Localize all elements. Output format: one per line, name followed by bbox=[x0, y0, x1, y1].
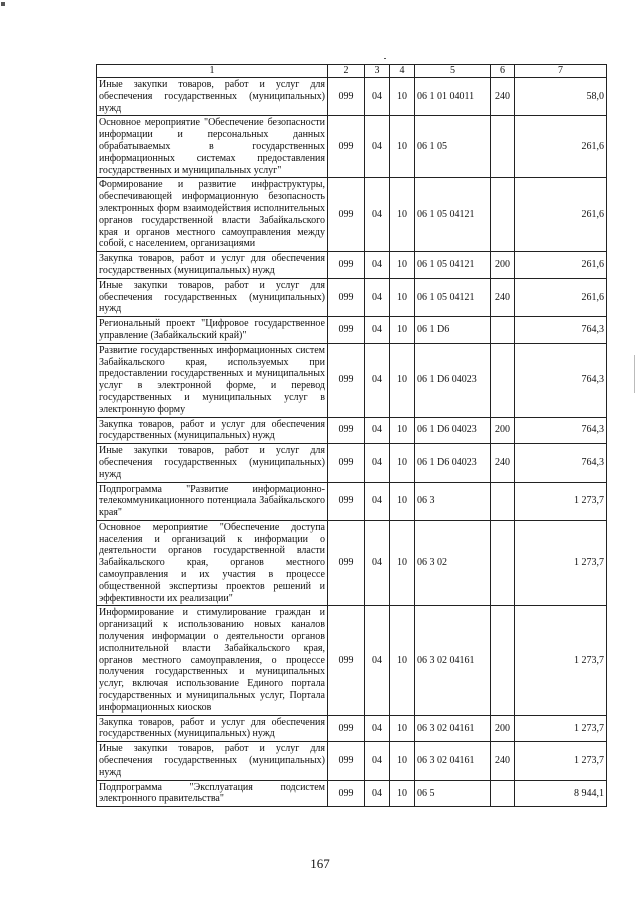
subsection-cell: 10 bbox=[390, 715, 415, 742]
admin-code-cell: 099 bbox=[328, 606, 365, 715]
table-row bbox=[97, 417, 607, 444]
amount-cell: 764,3 bbox=[515, 343, 607, 417]
column-header: 2 bbox=[328, 65, 365, 78]
subsection-cell: 10 bbox=[390, 343, 415, 417]
expense-type-cell: 240 bbox=[491, 444, 515, 482]
subsection-cell: 10 bbox=[390, 417, 415, 444]
table-row bbox=[97, 278, 607, 316]
item-name-cell: Подпрограмма "Развитие информационно-телекоммуникационного потенциала Забайкальского края" bbox=[97, 482, 328, 520]
amount-cell: 261,6 bbox=[515, 178, 607, 252]
section-cell: 04 bbox=[365, 116, 390, 178]
item-name-cell: Подпрограмма "Эксплуатация подсистем электронного правительства" bbox=[97, 780, 328, 807]
subsection-cell: 10 bbox=[390, 482, 415, 520]
table-row bbox=[97, 742, 607, 780]
table-row bbox=[97, 606, 607, 715]
admin-code-cell: 099 bbox=[328, 278, 365, 316]
target-article-cell: 06 1 01 04011 bbox=[415, 78, 491, 116]
item-name-cell: Региональный проект "Цифровое государственное управление (Забайкальский край)" bbox=[97, 317, 328, 344]
amount-cell: 1 273,7 bbox=[515, 482, 607, 520]
target-article-cell: 06 3 bbox=[415, 482, 491, 520]
expense-type-cell: 240 bbox=[491, 742, 515, 780]
column-header: 4 bbox=[390, 65, 415, 78]
section-cell: 04 bbox=[365, 317, 390, 344]
target-article-cell: 06 3 02 bbox=[415, 520, 491, 606]
admin-code-cell: 099 bbox=[328, 444, 365, 482]
target-article-cell: 06 1 D6 04023 bbox=[415, 343, 491, 417]
section-cell: 04 bbox=[365, 780, 390, 807]
item-name-cell: Основное мероприятие "Обеспечение безопасности информации и персональных данных обрабатываемых в государственных информационных системах предоставления государственных и муниципальных услуг" bbox=[97, 116, 328, 178]
target-article-cell: 06 1 05 04121 bbox=[415, 278, 491, 316]
target-article-cell: 06 1 D6 04023 bbox=[415, 417, 491, 444]
subsection-cell: 10 bbox=[390, 78, 415, 116]
expense-type-cell: 240 bbox=[491, 278, 515, 316]
subsection-cell: 10 bbox=[390, 116, 415, 178]
admin-code-cell: 099 bbox=[328, 520, 365, 606]
subsection-cell: 10 bbox=[390, 317, 415, 344]
scan-speck bbox=[384, 58, 386, 59]
subsection-cell: 10 bbox=[390, 606, 415, 715]
item-name-cell: Закупка товаров, работ и услуг для обеспечения государственных (муниципальных) нужд bbox=[97, 252, 328, 279]
target-article-cell: 06 3 02 04161 bbox=[415, 715, 491, 742]
table-row bbox=[97, 715, 607, 742]
section-cell: 04 bbox=[365, 417, 390, 444]
target-article-cell: 06 3 02 04161 bbox=[415, 742, 491, 780]
target-article-cell: 06 1 D6 04023 bbox=[415, 444, 491, 482]
expense-type-cell bbox=[491, 606, 515, 715]
admin-code-cell: 099 bbox=[328, 178, 365, 252]
table-row bbox=[97, 116, 607, 178]
subsection-cell: 10 bbox=[390, 780, 415, 807]
table-row bbox=[97, 317, 607, 344]
subsection-cell: 10 bbox=[390, 178, 415, 252]
target-article-cell: 06 3 02 04161 bbox=[415, 606, 491, 715]
expense-type-cell bbox=[491, 343, 515, 417]
section-cell: 04 bbox=[365, 520, 390, 606]
amount-cell: 1 273,7 bbox=[515, 606, 607, 715]
amount-cell: 764,3 bbox=[515, 317, 607, 344]
admin-code-cell: 099 bbox=[328, 482, 365, 520]
amount-cell: 58,0 bbox=[515, 78, 607, 116]
section-cell: 04 bbox=[365, 444, 390, 482]
amount-cell: 261,6 bbox=[515, 116, 607, 178]
table-row bbox=[97, 78, 607, 116]
column-header: 3 bbox=[365, 65, 390, 78]
subsection-cell: 10 bbox=[390, 520, 415, 606]
amount-cell: 1 273,7 bbox=[515, 742, 607, 780]
admin-code-cell: 099 bbox=[328, 252, 365, 279]
expense-type-cell: 200 bbox=[491, 715, 515, 742]
subsection-cell: 10 bbox=[390, 742, 415, 780]
amount-cell: 261,6 bbox=[515, 252, 607, 279]
table-row bbox=[97, 520, 607, 606]
column-header: 7 bbox=[515, 65, 607, 78]
scan-speck bbox=[1, 2, 5, 6]
target-article-cell: 06 1 05 04121 bbox=[415, 252, 491, 279]
admin-code-cell: 099 bbox=[328, 116, 365, 178]
table-row bbox=[97, 444, 607, 482]
target-article-cell: 06 1 D6 bbox=[415, 317, 491, 344]
item-name-cell: Основное мероприятие "Обеспечение доступа населения и организаций к информации о деятельности органов государственной власти Забайкальского края, органов местного самоуправления и их участия в процессе общественной экспертизы проектов решений и эффективности их реализации" bbox=[97, 520, 328, 606]
column-header: 5 bbox=[415, 65, 491, 78]
admin-code-cell: 099 bbox=[328, 780, 365, 807]
target-article-cell: 06 5 bbox=[415, 780, 491, 807]
amount-cell: 261,6 bbox=[515, 278, 607, 316]
subsection-cell: 10 bbox=[390, 444, 415, 482]
amount-cell: 764,3 bbox=[515, 444, 607, 482]
page-number: 167 bbox=[310, 856, 330, 871]
section-cell: 04 bbox=[365, 715, 390, 742]
item-name-cell: Информирование и стимулирование граждан и организаций к использованию новых каналов получения информации о деятельности органов исполнительной власти Забайкальского края, органов местного самоуправления, о процессе получения государственных и муниципальных услуг, включая использование Единого портала государственных и муниципальных услуг, Портала информационных киосков bbox=[97, 606, 328, 715]
admin-code-cell: 099 bbox=[328, 417, 365, 444]
item-name-cell: Закупка товаров, работ и услуг для обеспечения государственных (муниципальных) нужд bbox=[97, 715, 328, 742]
expense-type-cell bbox=[491, 520, 515, 606]
section-cell: 04 bbox=[365, 178, 390, 252]
item-name-cell: Формирование и развитие инфраструктуры, обеспечивающей информационную безопасность электронных форм взаимодействия исполнительных органов государственной власти Забайкальского края и органов местного самоуправления между собой, с населением, организациями bbox=[97, 178, 328, 252]
section-cell: 04 bbox=[365, 742, 390, 780]
expense-type-cell bbox=[491, 116, 515, 178]
target-article-cell: 06 1 05 04121 bbox=[415, 178, 491, 252]
subsection-cell: 10 bbox=[390, 252, 415, 279]
expense-type-cell bbox=[491, 178, 515, 252]
target-article-cell: 06 1 05 bbox=[415, 116, 491, 178]
admin-code-cell: 099 bbox=[328, 317, 365, 344]
item-name-cell: Иные закупки товаров, работ и услуг для обеспечения государственных (муниципальных) нужд bbox=[97, 742, 328, 780]
item-name-cell: Иные закупки товаров, работ и услуг для обеспечения государственных (муниципальных) нужд bbox=[97, 78, 328, 116]
column-header: 1 bbox=[97, 65, 328, 78]
section-cell: 04 bbox=[365, 343, 390, 417]
expense-type-cell bbox=[491, 780, 515, 807]
expense-type-cell: 200 bbox=[491, 417, 515, 444]
table-row bbox=[97, 780, 607, 807]
expense-type-cell: 200 bbox=[491, 252, 515, 279]
table-row bbox=[97, 252, 607, 279]
budget-table bbox=[96, 64, 607, 807]
table-row bbox=[97, 178, 607, 252]
section-cell: 04 bbox=[365, 606, 390, 715]
subsection-cell: 10 bbox=[390, 278, 415, 316]
admin-code-cell: 099 bbox=[328, 343, 365, 417]
expense-type-cell bbox=[491, 482, 515, 520]
column-header: 6 bbox=[491, 65, 515, 78]
admin-code-cell: 099 bbox=[328, 715, 365, 742]
section-cell: 04 bbox=[365, 278, 390, 316]
item-name-cell: Иные закупки товаров, работ и услуг для обеспечения государственных (муниципальных) нужд bbox=[97, 444, 328, 482]
expense-type-cell bbox=[491, 317, 515, 344]
section-cell: 04 bbox=[365, 482, 390, 520]
amount-cell: 1 273,7 bbox=[515, 715, 607, 742]
section-cell: 04 bbox=[365, 78, 390, 116]
item-name-cell: Развитие государственных информационных систем Забайкальского края, используемых при предоставлении государственных и муниципальных услуг в электронной форме, и перевод государственных и муниципальных услуг в электронную форму bbox=[97, 343, 328, 417]
section-cell: 04 bbox=[365, 252, 390, 279]
table-row bbox=[97, 482, 607, 520]
amount-cell: 764,3 bbox=[515, 417, 607, 444]
scan-speck bbox=[634, 355, 635, 393]
table-header-row bbox=[97, 65, 607, 78]
amount-cell: 1 273,7 bbox=[515, 520, 607, 606]
expense-type-cell: 240 bbox=[491, 78, 515, 116]
item-name-cell: Закупка товаров, работ и услуг для обеспечения государственных (муниципальных) нужд bbox=[97, 417, 328, 444]
table-row bbox=[97, 343, 607, 417]
admin-code-cell: 099 bbox=[328, 78, 365, 116]
amount-cell: 8 944,1 bbox=[515, 780, 607, 807]
admin-code-cell: 099 bbox=[328, 742, 365, 780]
item-name-cell: Иные закупки товаров, работ и услуг для обеспечения государственных (муниципальных) нужд bbox=[97, 278, 328, 316]
